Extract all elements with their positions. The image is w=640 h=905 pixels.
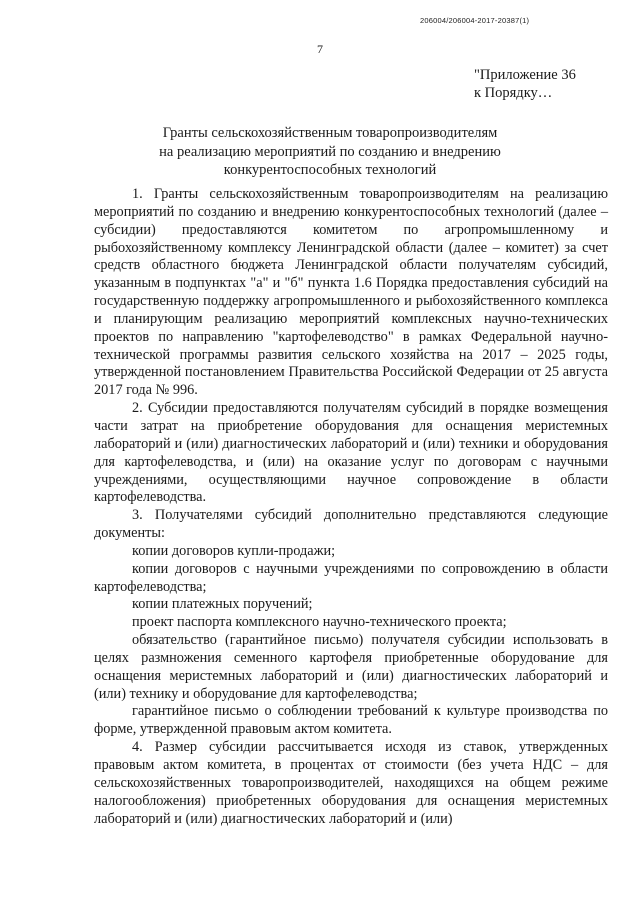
document-id: 206004/206004-2017-20387(1) [420, 16, 530, 25]
list-item: обязательство (гарантийное письмо) получателя субсидии использовать в целях размножения семенного картофеля приобретенные оборудование для оснащения меристемных лабораторий и (или) диагностических лабораторий и (или) технику и оборудование для картофелеводства; [94, 632, 608, 702]
list-item: проект паспорта комплексного научно-технического проекта; [132, 614, 507, 631]
document-body [94, 186, 608, 828]
page-number: 7 [317, 42, 323, 56]
paragraph-1: 1. Гранты сельскохозяйственным товаропроизводителям на реализацию мероприятий по созданию и внедрению конкурентоспособных технологий (далее – субсидии) предоставляются комитетом по агропромышленному и рыбохозяйственному комплексу Ленинградской области (далее – комитет) за счет средств областного бюджета Ленинградской области получателям субсидий, указанным в подпунктах "а" и "б" пункта 1.6 Порядка предоставления субсидий на государственную поддержку агропромышленного и рыбохозяйственного комплекса и планирующим реализацию мероприятий комплексных научно-технических проектов по направлению "картофелеводство" в рамках Федеральной научно-технической программы развития сельского хозяйства на 2017 – 2025 годы, утвержденной постановлением Правительства Российской Федерации от 25 августа 2017 года № 996. [94, 186, 608, 399]
document-title [100, 124, 560, 180]
list-item: копии договоров с научными учреждениями по сопровождению в области картофелеводства; [94, 560, 608, 595]
title-line-3: конкурентоспособных технологий [223, 162, 437, 178]
list-item: гарантийное письмо о соблюдении требований к культуре производства по форме, утвержденной правовым актом комитета. [94, 703, 608, 738]
paragraph-2: 2. Субсидии предоставляются получателям субсидий в порядке возмещения части затрат на приобретение оборудования для оснащения меристемных лабораторий и (или) диагностических лабораторий и (или) техники и оборудования для картофелеводства, и (или) на оказание услуг по договорам с научными учреждениями, осуществляющими научное сопровождение в области картофелеводства. [94, 400, 608, 506]
title-line-2: на реализацию мероприятий по созданию и внедрению [159, 143, 501, 160]
paragraph-4: 4. Размер субсидии рассчитывается исходя из ставок, утвержденных правовым актом комитета, в процентах от стоимости (без учета НДС – для сельскохозяйственных товаропроизводителей, находящихся на общем режиме налогообложения) приобретенных оборудования для оснащения меристемных лабораторий и (или) диагностических лабораторий и (или) [94, 739, 608, 827]
list-item: копии платежных поручений; [132, 596, 313, 613]
list-item: копии договоров купли-продажи; [132, 542, 336, 559]
appendix-reference [474, 66, 624, 102]
title-line-1: Гранты сельскохозяйственным товаропроизводителям [162, 125, 498, 141]
appendix-line-1: "Приложение 36 [474, 67, 576, 83]
appendix-line-2: к Порядку… [474, 85, 553, 101]
paragraph-3: 3. Получателями субсидий дополнительно представляются следующие документы: [94, 507, 608, 542]
